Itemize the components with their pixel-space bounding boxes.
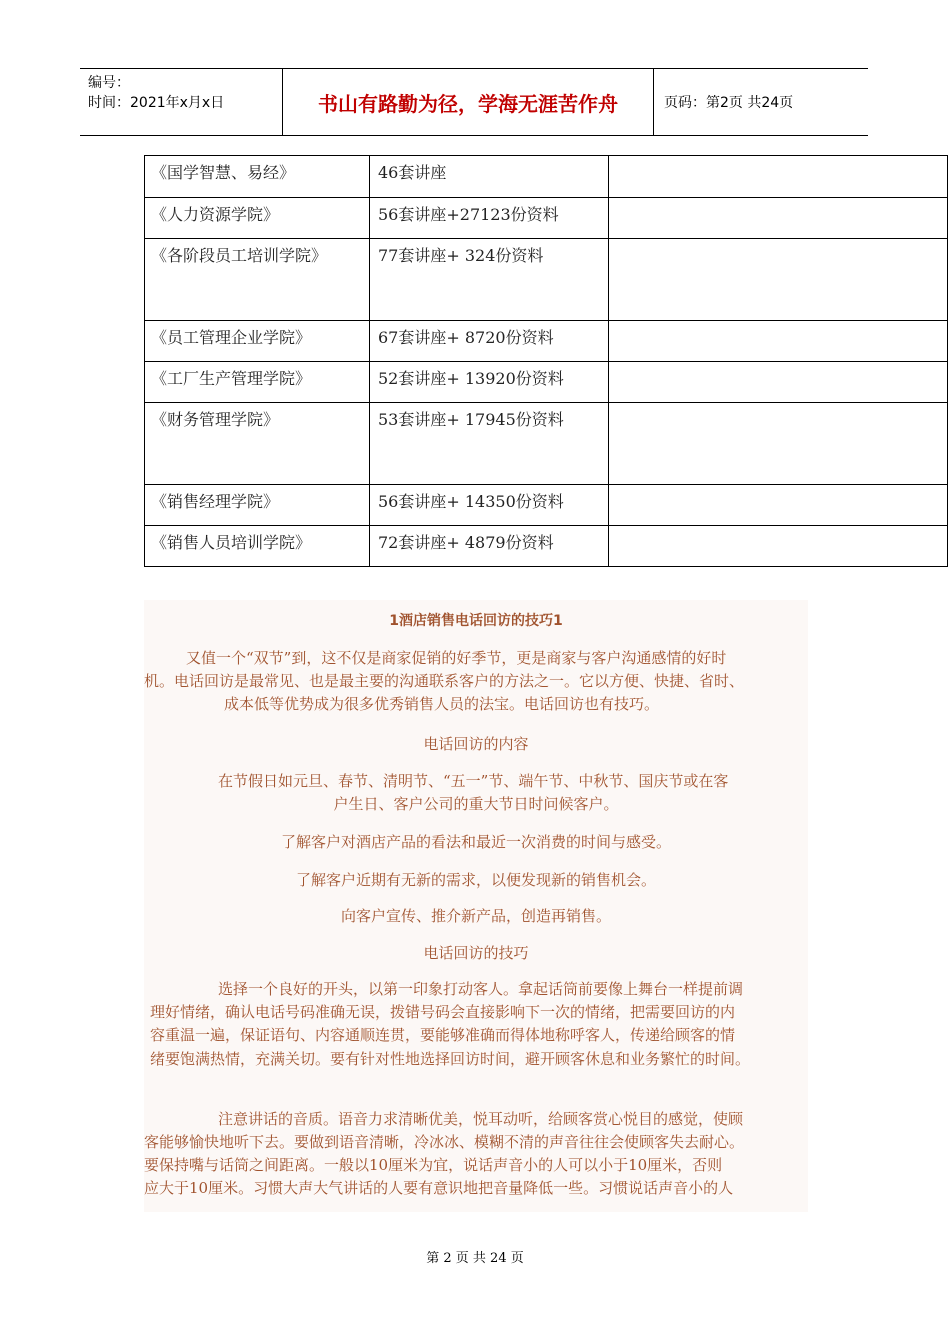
content-line-1a: 在节假日如元旦、春节、清明节、“五一”节、端午节、中秋节、国庆节或在客 <box>218 772 729 790</box>
article-body <box>144 600 808 1212</box>
heading-skills: 电话回访的技巧 <box>423 944 529 962</box>
content-line-4: 向客户宣传、推介新产品，创造再销售。 <box>340 907 611 925</box>
course-extra <box>609 403 948 485</box>
course-table <box>144 155 948 567</box>
course-content: 56套讲座+ 14350份资料 <box>370 485 609 526</box>
article-title: 1酒店销售电话回访的技巧1 <box>389 613 563 629</box>
course-name: 《工厂生产管理学院》 <box>145 362 370 403</box>
table-row <box>145 239 948 321</box>
skill-line-2a: 注意讲话的音质。语音力求清晰优美，悦耳动听，给顾客赏心悦目的感觉，使顾 <box>218 1110 744 1128</box>
page-footer: 第 2 页 共 24 页 <box>426 1251 524 1266</box>
skill-line-1a: 选择一个良好的开头，以第一印象打动客人。拿起话筒前要像上舞台一样提前调 <box>218 980 744 998</box>
skill-line-2d: 应大于10厘米。习惯大声大气讲话的人要有意识地把音量降低一些。习惯说话声音小的人 <box>144 1179 734 1197</box>
heading-content: 电话回访的内容 <box>423 735 529 753</box>
skill-line-1c: 容重温一遍，保证语句、内容通顺连贯，要能够准确而得体地称呼客人，传递给顾客的情 <box>150 1026 736 1044</box>
intro-line-2: 机。电话回访是最常见、也是最主要的沟通联系客户的方法之一。它以方便、快捷、省时、 <box>144 672 745 690</box>
course-content: 67套讲座+ 8720份资料 <box>370 321 609 362</box>
intro-line-3: 成本低等优势成为很多优秀销售人员的法宝。电话回访也有技巧。 <box>224 695 660 713</box>
table-row <box>145 362 948 403</box>
course-extra <box>609 198 948 239</box>
course-content: 56套讲座+27123份资料 <box>370 198 609 239</box>
code-label: 编号： <box>88 75 130 91</box>
page-header <box>80 68 868 136</box>
course-content: 52套讲座+ 13920份资料 <box>370 362 609 403</box>
table-row <box>145 403 948 485</box>
course-name: 《员工管理企业学院》 <box>145 321 370 362</box>
course-name: 《人力资源学院》 <box>145 198 370 239</box>
course-extra <box>609 239 948 321</box>
content-line-1b: 户生日、客户公司的重大节日时问候客户。 <box>333 795 619 813</box>
skill-line-1d: 绪要饱满热情，充满关切。要有针对性地选择回访时间，避开顾客休息和业务繁忙的时间。 <box>150 1050 751 1068</box>
course-extra <box>609 156 948 198</box>
intro-line-1: 又值一个“双节”到，这不仅是商家促销的好季节，更是商家与客户沟通感情的好时 <box>186 649 727 667</box>
course-extra <box>609 321 948 362</box>
content-line-2: 了解客户对酒店产品的看法和最近一次消费的时间与感受。 <box>280 833 671 851</box>
course-name: 《销售人员培训学院》 <box>145 526 370 567</box>
header-meta <box>80 69 282 135</box>
table-row <box>145 156 948 198</box>
course-name: 《销售经理学院》 <box>145 485 370 526</box>
course-name: 《财务管理学院》 <box>145 403 370 485</box>
skill-line-2c: 要保持嘴与话筒之间距离。一般以10厘米为宜，说话声音小的人可以小于10厘米，否则 <box>144 1156 723 1174</box>
course-content: 46套讲座 <box>370 156 609 198</box>
header-page-info: 页码：第2页 共24页 <box>664 95 794 111</box>
header-motto: 书山有路勤为径，学海无涯苦作舟 <box>282 69 654 135</box>
table-row <box>145 526 948 567</box>
course-extra <box>609 485 948 526</box>
course-name: 《各阶段员工培训学院》 <box>145 239 370 321</box>
skill-line-1b: 理好情绪，确认电话号码准确无误，拨错号码会直接影响下一次的情绪，把需要回访的内 <box>150 1003 736 1021</box>
course-content: 72套讲座+ 4879份资料 <box>370 526 609 567</box>
table-row <box>145 485 948 526</box>
course-content: 77套讲座+ 324份资料 <box>370 239 609 321</box>
course-extra <box>609 526 948 567</box>
time-label: 时间：2021年x月x日 <box>88 95 225 111</box>
course-extra <box>609 362 948 403</box>
content-line-3: 了解客户近期有无新的需求，以便发现新的销售机会。 <box>295 871 656 889</box>
skill-line-2b: 客能够愉快地听下去。要做到语音清晰，冷冰冰、模糊不清的声音往往会使顾客失去耐心。 <box>144 1133 745 1151</box>
table-row <box>145 198 948 239</box>
table-row <box>145 321 948 362</box>
course-content: 53套讲座+ 17945份资料 <box>370 403 609 485</box>
course-name: 《国学智慧、易经》 <box>145 156 370 198</box>
